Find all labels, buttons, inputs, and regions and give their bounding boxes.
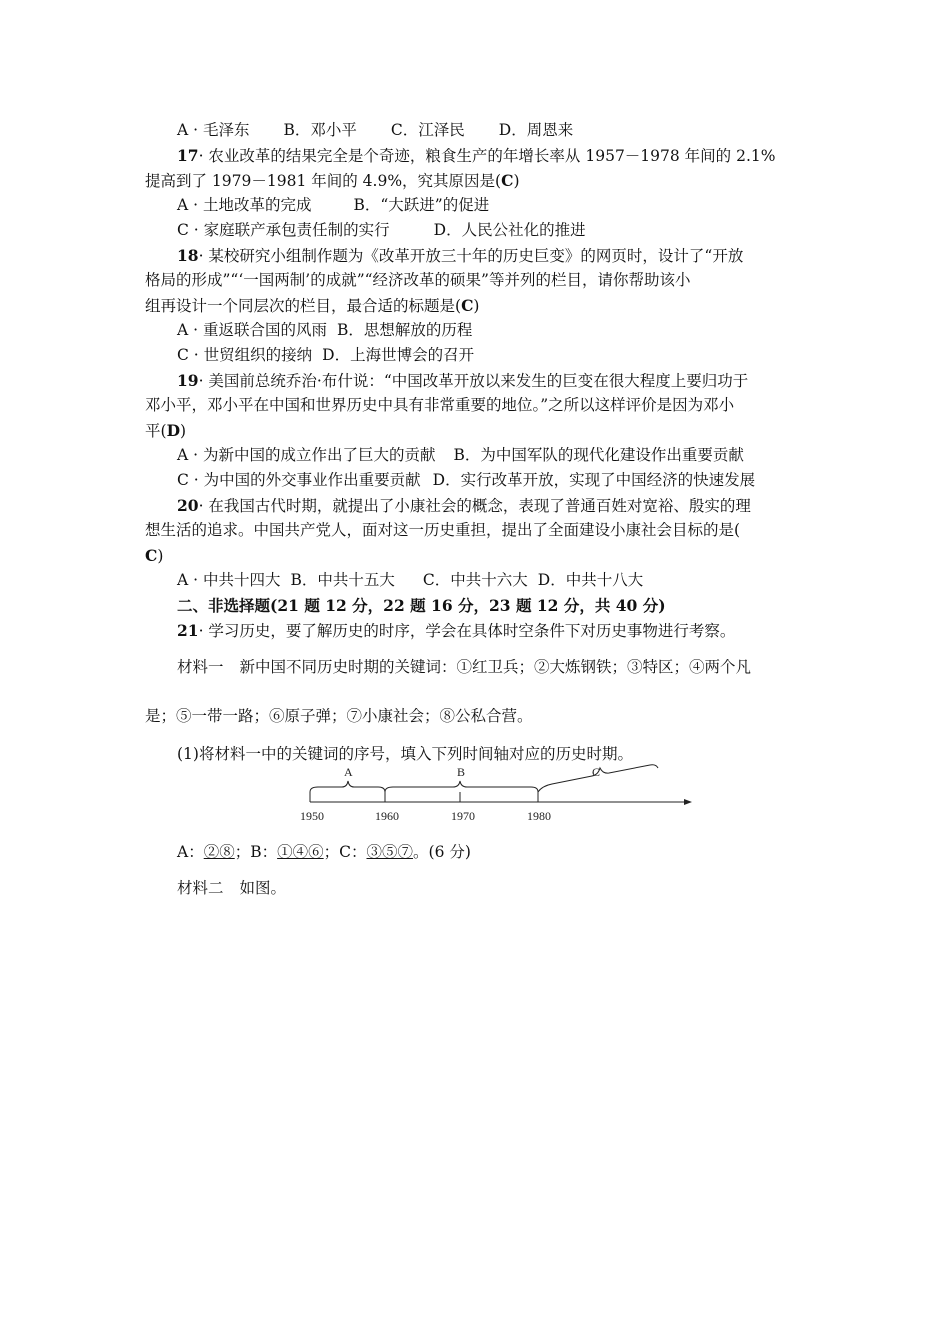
q17-options-row1: [177, 193, 842, 218]
q19-stem-line2: [145, 393, 810, 418]
section2-title: 二、非选择题: [177, 596, 271, 615]
q17-number: 17: [177, 146, 199, 165]
q20-answer: C: [145, 546, 158, 565]
tick-label-1980: 1980: [527, 809, 551, 823]
timeline-arrow-icon: [684, 799, 692, 805]
q20-paren-close: ): [157, 547, 164, 565]
q18-stem-line2: [145, 268, 810, 293]
tick-label-1970: 1970: [451, 809, 475, 823]
q18-options-row2: [177, 343, 842, 368]
period-label-b: B: [457, 765, 466, 779]
q17-text-2: 提高到了 1979－1981 年间的 4.9%，究其原因是(: [145, 172, 502, 190]
q21-material1-label: 材料一: [177, 658, 224, 676]
q18-text-1: · 某校研究小组制作题为《改革开放三十年的历史巨变》的网页时，设计了“开放: [198, 247, 744, 265]
q21-sub1-text: (1)将材料一中的关键词的序号，填入下列时间轴对应的历史时期。: [177, 745, 633, 763]
q19-answer: D: [166, 421, 181, 440]
q19-paren-close: ): [180, 422, 187, 440]
q18-number: 18: [177, 246, 199, 265]
q21-material1-text-1: 新中国不同历史时期的关键词：①红卫兵；②大炼钢铁；③特区；④两个凡: [239, 658, 752, 676]
q16-option-b: B．邓小平: [283, 121, 357, 139]
q19-option-d: D．实行改革开放，实现了中国经济的快速发展: [432, 471, 756, 489]
q19-text-1: · 美国前总统乔治·布什说：“中国改革开放以来发生的巨变在很大程度上要归功于: [198, 372, 749, 390]
timeline-tick-marks: [310, 792, 538, 802]
q21-material1-line1: [177, 655, 842, 680]
q21-answer-1: [177, 840, 842, 865]
q17-stem-line1: [177, 143, 842, 169]
answer-b-value: ①④⑥: [277, 843, 324, 861]
q18-text-2: 格局的形成”“‘一国两制’的成就”“经济改革的硕果”等并列的栏目，请你帮助该小: [145, 271, 691, 289]
q21-intro-text: · 学习历史，要了解历史的时序，学会在具体时空条件下对历史事物进行考察。: [198, 622, 736, 640]
q18-stem-line3: [145, 293, 810, 319]
q20-stem-line1: [177, 493, 842, 519]
q18-option-a: A · 重返联合国的风雨: [177, 321, 327, 339]
q18-options-row1: [177, 318, 842, 343]
section2-heading: [177, 593, 842, 618]
brace-period-b: [385, 781, 538, 792]
answer-a-value: ②⑧: [203, 843, 235, 861]
q18-option-c: C · 世贸组织的接纳: [177, 346, 313, 364]
q16-option-d: D．周恩来: [498, 121, 574, 139]
q20-option-c: C．中共十六大: [422, 571, 528, 589]
brace-period-a: [310, 781, 385, 792]
q20-number: 20: [177, 496, 199, 515]
q20-text-1: · 在我国古代时期，就提出了小康社会的概念，表现了普通百姓对宽裕、殷实的理: [198, 497, 751, 515]
answer-score: 。(6 分): [413, 843, 471, 861]
q20-options: [177, 568, 842, 593]
q17-text-1: · 农业改革的结果完全是个奇迹，粮食生产的年增长率从 1957－1978 年间的 2.1%: [198, 147, 776, 165]
q21-material2-text: 如图。: [239, 879, 287, 897]
q20-stem-line2: [145, 518, 810, 543]
q16-option-c: C．江泽民: [390, 121, 465, 139]
tick-label-1960: 1960: [375, 809, 399, 823]
answer-b-label: ；B：: [234, 843, 278, 861]
q20-option-d: D．中共十八大: [537, 571, 644, 589]
q19-stem-line1: [177, 368, 842, 394]
q17-option-c: C · 家庭联产承包责任制的实行: [177, 221, 390, 239]
q17-option-b: B．“大跃进”的促进: [353, 196, 490, 214]
q19-option-c: C · 为中国的外交事业作出重要贡献: [177, 471, 421, 489]
q21-material2: [177, 876, 842, 901]
timeline-figure: [296, 762, 696, 828]
q19-option-a: A · 为新中国的成立作出了巨大的贡献: [177, 446, 436, 464]
answer-c-label: ；C：: [323, 843, 367, 861]
q19-options-row1: [177, 443, 842, 468]
q17-option-a: A · 土地改革的完成: [177, 196, 312, 214]
q21-intro: [177, 618, 842, 644]
q19-text-2: 邓小平，邓小平在中国和世界历史中具有非常重要的地位。”之所以这样评价是因为邓小: [145, 396, 735, 414]
q16-option-a: A · 毛泽东: [177, 121, 250, 139]
answer-a-label: A：: [177, 843, 204, 861]
q17-option-d: D．人民公社化的推进: [433, 221, 586, 239]
q19-text-3: 平(: [145, 422, 167, 440]
q20-option-a: A · 中共十四大: [177, 571, 281, 589]
q16-options: [177, 118, 842, 143]
q20-stem-line3: [145, 543, 810, 569]
section2-note: (21 题 12 分，22 题 16 分，23 题 12 分，共 40 分): [270, 596, 666, 615]
q17-paren-close: ): [513, 172, 520, 190]
q21-material2-label: 材料二: [177, 879, 224, 897]
q21-material1-line2: [145, 704, 810, 729]
q19-number: 19: [177, 371, 199, 390]
q18-option-d: D．上海世博会的召开: [322, 346, 475, 364]
period-label-a: A: [344, 765, 353, 779]
q18-answer: C: [461, 296, 474, 315]
q19-options-row2: [177, 468, 842, 493]
q17-options-row2: [177, 218, 842, 243]
q18-stem-line1: [177, 243, 842, 269]
q19-stem-line3: [145, 418, 810, 444]
q20-option-b: B．中共十五大: [290, 571, 395, 589]
q20-text-2: 想生活的追求。中国共产党人，面对这一历史重担，提出了全面建设小康社会目标的是(: [145, 521, 741, 539]
q18-text-3: 组再设计一个同层次的栏目，最合适的标题是(: [145, 297, 462, 315]
q17-stem-line2: [145, 168, 810, 194]
q21-material1-text-2: 是；⑤一带一路；⑥原子弹；⑦小康社会；⑧公私合营。: [145, 707, 533, 725]
answer-c-value: ③⑤⑦: [366, 843, 414, 861]
tick-label-1950: 1950: [300, 809, 324, 823]
q21-number: 21: [177, 621, 199, 640]
q19-option-b: B．为中国军队的现代化建设作出重要贡献: [453, 446, 744, 464]
q18-paren-close: ): [473, 297, 480, 315]
period-label-c: C: [592, 765, 601, 779]
q17-answer: C: [501, 171, 514, 190]
q18-option-b: B．思想解放的历程: [336, 321, 473, 339]
